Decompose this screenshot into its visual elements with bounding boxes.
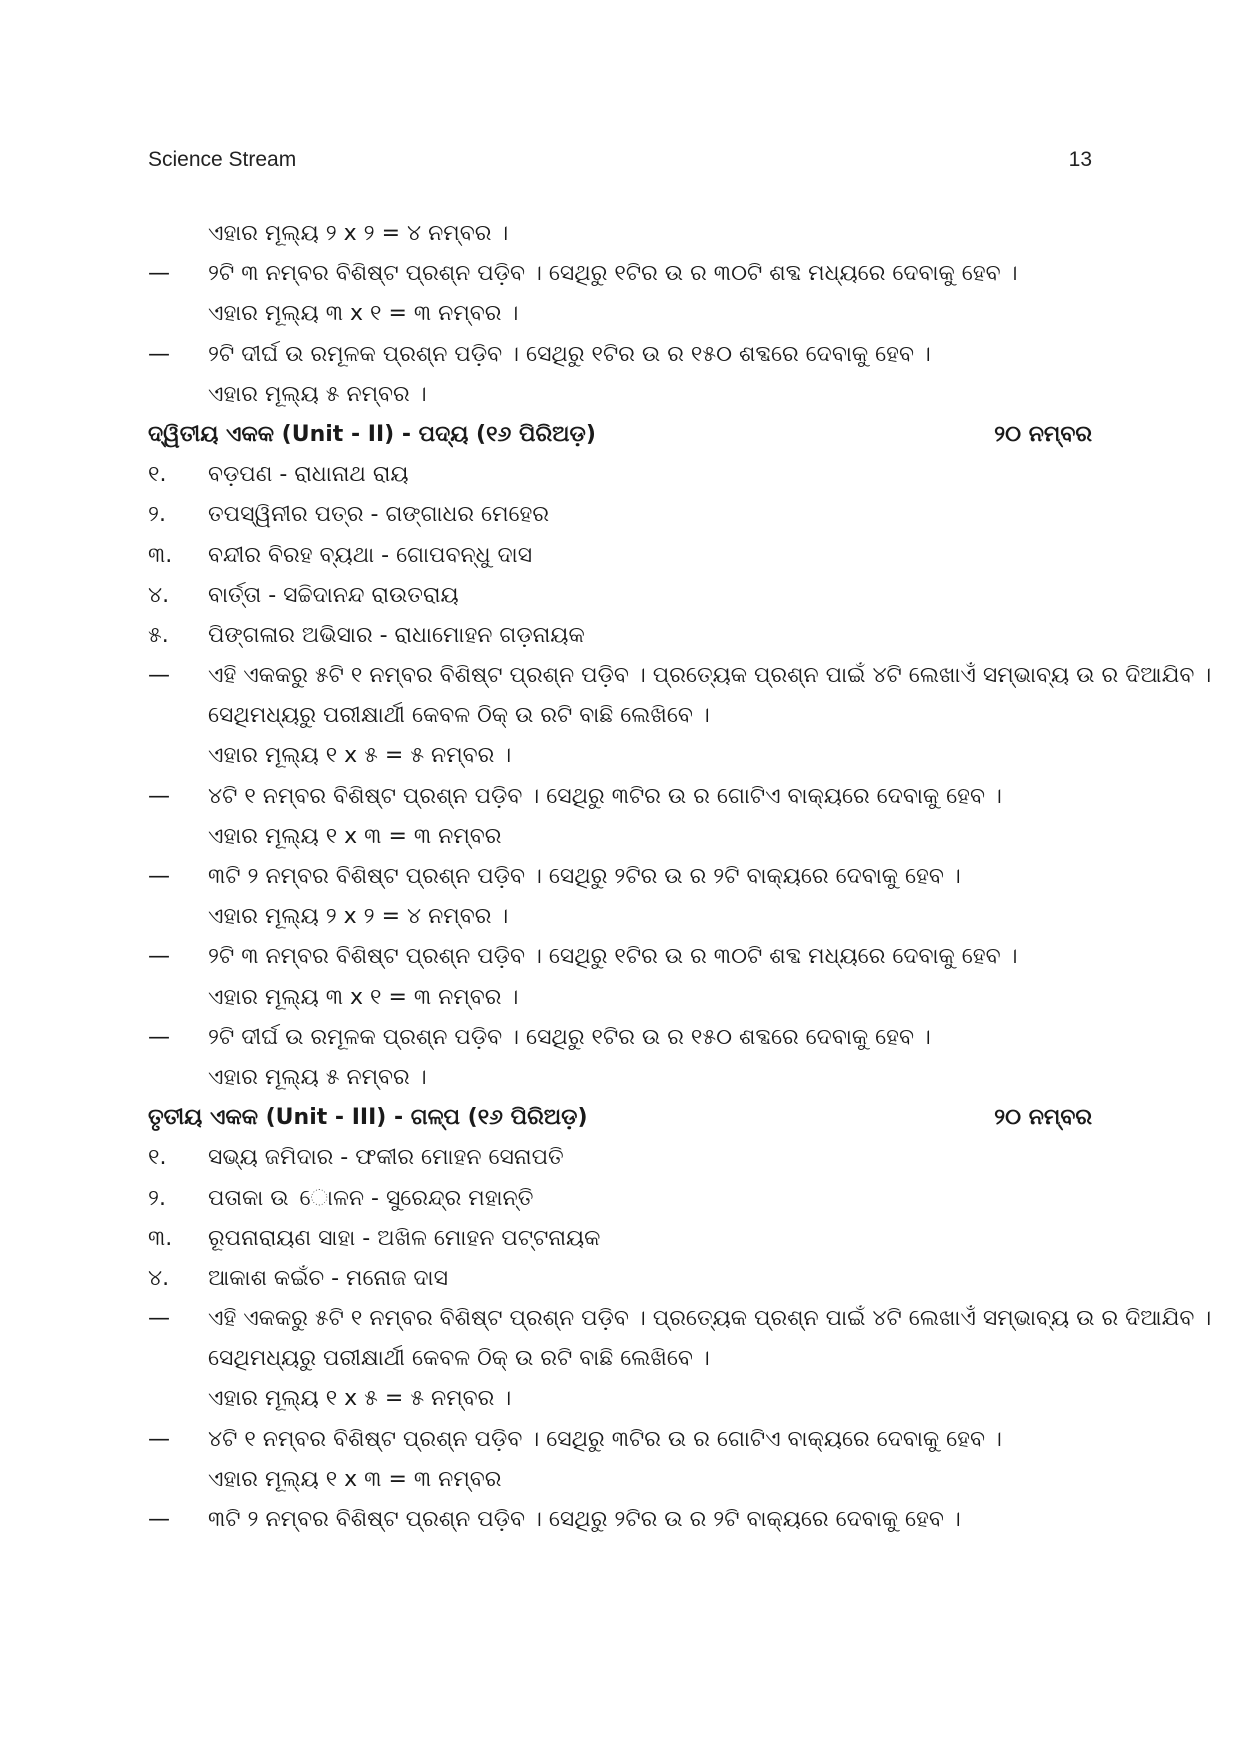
item-text: ଏହାର ମୂଲ୍ୟ ୫ ନମ୍ବର । bbox=[208, 1064, 427, 1090]
bullet-item bbox=[148, 254, 1092, 294]
item-marker: ୪. bbox=[148, 582, 170, 608]
item-text: ସଭ୍ୟ ଜମିଦାର - ଫକୀର ମୋହନ ସେନାପତି bbox=[208, 1145, 564, 1171]
numbered-item bbox=[148, 616, 1092, 656]
item-text: ସେଥିମଧ୍ୟରୁ ପରୀକ୍ଷାର୍ଥୀ କେବଳ ଠିକ୍ ଉ ରଟି ବାଛି ଲେଖିବେ । bbox=[208, 703, 710, 729]
item-text: ୩ଟି ୨ ନମ୍ବର ବିଶିଷ୍ଟ ପ୍ରଶ୍ନ ପଡ଼ିବ । ସେଥିରୁ ୨ଟିର ଉ ର ୨ଟି ବାକ୍ୟରେ ଦେବାକୁ ହେବ । bbox=[208, 864, 961, 889]
numbered-item bbox=[148, 495, 1092, 535]
item-marker: — bbox=[148, 1426, 170, 1452]
bullet-item bbox=[148, 335, 1092, 375]
item-text: ୨ଟି ଦୀର୍ଘ ଉ ରମୂଳକ ପ୍ରଶ୍ନ ପଡ଼ିବ । ସେଥିରୁ ୧ଟିର ଉ ର ୧୫୦ ଶବ୍ଦରେ ଦେବାକୁ ହେବ । bbox=[208, 1024, 931, 1050]
unit-3-items bbox=[148, 1138, 1212, 1540]
continuation-line bbox=[148, 375, 1092, 415]
item-marker: — bbox=[148, 783, 170, 809]
item-marker: — bbox=[148, 261, 170, 287]
numbered-item bbox=[148, 576, 1092, 616]
item-marker: ୫. bbox=[148, 622, 169, 648]
item-marker: — bbox=[148, 944, 170, 970]
continuation-line bbox=[148, 1460, 1092, 1500]
continuation-line bbox=[148, 897, 1092, 937]
item-marker: — bbox=[148, 341, 170, 367]
unit-2-marks: ୨୦ ନମ୍ବର bbox=[994, 421, 1092, 447]
item-marker: ୩. bbox=[148, 1225, 173, 1251]
item-text: ଏହାର ମୂଲ୍ୟ ୧ x ୩ = ୩ ନମ୍ବର bbox=[208, 823, 502, 849]
numbered-item bbox=[148, 1179, 1092, 1219]
numbered-item bbox=[148, 1138, 1092, 1178]
running-title: Science Stream bbox=[148, 148, 297, 171]
bullet-item bbox=[148, 857, 1092, 897]
unit-3-marks: ୨୦ ନମ୍ବର bbox=[994, 1105, 1092, 1131]
numbered-item bbox=[148, 536, 1092, 576]
continuation-line bbox=[148, 214, 1092, 254]
item-text: ବନ୍ଦୀର ବିରହ ବ୍ୟଥା - ଗୋପବନ୍ଧୁ ଦାସ bbox=[208, 542, 533, 568]
numbered-item bbox=[148, 1259, 1092, 1299]
continuation-line bbox=[148, 978, 1092, 1018]
bullet-item bbox=[148, 1299, 1212, 1339]
item-marker: ୧. bbox=[148, 1145, 167, 1171]
item-marker: ୨. bbox=[148, 502, 166, 528]
numbered-item bbox=[148, 455, 1092, 495]
item-text: ଏହାର ମୂଲ୍ୟ ୩ x ୧ = ୩ ନମ୍ବର । bbox=[208, 984, 519, 1010]
item-text: ଏହି ଏକକରୁ ୫ଟି ୧ ନମ୍ବର ବିଶିଷ୍ଟ ପ୍ରଶ୍ନ ପଡ଼ିବ । ପ୍ରତ୍ୟେକ ପ୍ରଶ୍ନ ପାଇଁ ୪ଟି ଲେଖାଏଁ ସମ୍ଭାବ୍ୟ ଉ ର ଦିଆଯିବ । bbox=[208, 663, 1212, 689]
syllabus-content bbox=[148, 214, 1212, 1540]
item-text: ରୂପନାରାୟଣ ସାହା - ଅଖିଳ ମୋହନ ପଟ୍ଟନାୟକ bbox=[208, 1225, 601, 1251]
bullet-item bbox=[148, 777, 1092, 817]
item-text: ପିଙ୍ଗଳାର ଅଭିସାର - ରାଧାମୋହନ ଗଡ଼ନାୟକ bbox=[208, 622, 585, 648]
continuation-line bbox=[148, 294, 1092, 334]
item-marker: — bbox=[148, 864, 170, 889]
continuation-line bbox=[148, 1058, 1092, 1098]
item-text: ୩ଟି ୨ ନମ୍ବର ବିଶିଷ୍ଟ ପ୍ରଶ୍ନ ପଡ଼ିବ । ସେଥିରୁ ୨ଟିର ଉ ର ୨ଟି ବାକ୍ୟରେ ଦେବାକୁ ହେବ । bbox=[208, 1507, 961, 1532]
item-text: ଏହାର ମୂଲ୍ୟ ୨ x ୨ = ୪ ନମ୍ବର । bbox=[208, 904, 509, 930]
item-text: ପତାକା ଉ ୋଳନ - ସୁରେନ୍ଦ୍ର ମହାନ୍ତି bbox=[208, 1185, 534, 1211]
item-marker: — bbox=[148, 1024, 170, 1050]
item-marker: — bbox=[148, 1507, 170, 1532]
continuation-line bbox=[148, 817, 1092, 857]
item-text: ଏହି ଏକକରୁ ୫ଟି ୧ ନମ୍ବର ବିଶିଷ୍ଟ ପ୍ରଶ୍ନ ପଡ଼ିବ । ପ୍ରତ୍ୟେକ ପ୍ରଶ୍ନ ପାଇଁ ୪ଟି ଲେଖାଏଁ ସମ୍ଭାବ୍ୟ ଉ ର ଦିଆଯିବ । bbox=[208, 1306, 1212, 1332]
bullet-item bbox=[148, 937, 1092, 977]
item-text: ଏହାର ମୂଲ୍ୟ ୨ x ୨ = ୪ ନମ୍ବର । bbox=[208, 221, 509, 246]
bullet-item bbox=[148, 1500, 1092, 1540]
page-number: 13 bbox=[1068, 148, 1092, 171]
continuation-line bbox=[148, 1339, 1092, 1379]
item-marker: ୧. bbox=[148, 462, 167, 488]
item-marker: — bbox=[148, 1306, 170, 1332]
item-marker: ୨. bbox=[148, 1185, 166, 1211]
item-text: ୨ଟି ୩ ନମ୍ବର ବିଶିଷ୍ଟ ପ୍ରଶ୍ନ ପଡ଼ିବ । ସେଥିରୁ ୧ଟିର ଉ ର ୩୦ଟି ଶବ୍ଦ ମଧ୍ୟରେ ଦେବାକୁ ହେବ । bbox=[208, 944, 1018, 970]
item-text: ୪ଟି ୧ ନମ୍ବର ବିଶିଷ୍ଟ ପ୍ରଶ୍ନ ପଡ଼ିବ । ସେଥିରୁ ୩ଟିର ଉ ର ଗୋଟିଏ ବାକ୍ୟରେ ଦେବାକୁ ହେବ । bbox=[208, 1426, 1002, 1452]
item-text: ବାର୍ତ୍ତା - ସଚ୍ଚିଦାନନ୍ଦ ରାଉତରାୟ bbox=[208, 582, 459, 608]
item-text: ବଡ଼ପଣ - ରାଧାନାଥ ରାୟ bbox=[208, 462, 409, 488]
item-marker: ୩. bbox=[148, 542, 173, 568]
item-text: ଏହାର ମୂଲ୍ୟ ୫ ନମ୍ବର । bbox=[208, 381, 427, 407]
unit-2-title: ଦ୍ୱିତୀୟ ଏକକ (Unit - II) - ପଦ୍ୟ (୧୬ ପିରିଅଡ଼) bbox=[148, 421, 596, 447]
unit-3-heading bbox=[148, 1098, 1092, 1138]
item-text: ତପସ୍ୱିନୀର ପତ୍ର - ଗଙ୍ଗାଧର ମେହେର bbox=[208, 502, 550, 528]
item-text: ଏହାର ମୂଲ୍ୟ ୧ x ୫ = ୫ ନମ୍ବର । bbox=[208, 1386, 512, 1412]
unit-2-items bbox=[148, 455, 1212, 1098]
unit-2-heading bbox=[148, 415, 1092, 455]
bullet-item bbox=[148, 656, 1212, 696]
numbered-item bbox=[148, 1219, 1092, 1259]
continuation-line bbox=[148, 1379, 1092, 1419]
item-text: ୪ଟି ୧ ନମ୍ବର ବିଶିଷ୍ଟ ପ୍ରଶ୍ନ ପଡ଼ିବ । ସେଥିରୁ ୩ଟିର ଉ ର ଗୋଟିଏ ବାକ୍ୟରେ ଦେବାକୁ ହେବ । bbox=[208, 783, 1002, 809]
item-text: ଆକାଶ କଇଁଚ - ମନୋଜ ଦାସ bbox=[208, 1265, 448, 1291]
unit-1-continuation bbox=[148, 214, 1092, 415]
unit-3-title: ତୃତୀୟ ଏକକ (Unit - III) - ଗଳ୍ପ (୧୬ ପିରିଅଡ଼) bbox=[148, 1105, 588, 1131]
continuation-line bbox=[148, 696, 1092, 736]
item-marker: — bbox=[148, 663, 170, 689]
item-text: ସେଥିମଧ୍ୟରୁ ପରୀକ୍ଷାର୍ଥୀ କେବଳ ଠିକ୍ ଉ ରଟି ବାଛି ଲେଖିବେ । bbox=[208, 1346, 710, 1372]
bullet-item bbox=[148, 1018, 1092, 1058]
item-text: ଏହାର ମୂଲ୍ୟ ୩ x ୧ = ୩ ନମ୍ବର । bbox=[208, 301, 519, 327]
item-text: ଏହାର ମୂଲ୍ୟ ୧ x ୩ = ୩ ନମ୍ବର bbox=[208, 1466, 502, 1492]
item-text: ୨ଟି ୩ ନମ୍ବର ବିଶିଷ୍ଟ ପ୍ରଶ୍ନ ପଡ଼ିବ । ସେଥିରୁ ୧ଟିର ଉ ର ୩୦ଟି ଶବ୍ଦ ମଧ୍ୟରେ ଦେବାକୁ ହେବ । bbox=[208, 261, 1018, 287]
item-text: ଏହାର ମୂଲ୍ୟ ୧ x ୫ = ୫ ନମ୍ବର । bbox=[208, 743, 512, 769]
item-marker: ୪. bbox=[148, 1265, 170, 1291]
page-header bbox=[148, 148, 1092, 172]
item-text: ୨ଟି ଦୀର୍ଘ ଉ ରମୂଳକ ପ୍ରଶ୍ନ ପଡ଼ିବ । ସେଥିରୁ ୧ଟିର ଉ ର ୧୫୦ ଶବ୍ଦରେ ଦେବାକୁ ହେବ । bbox=[208, 341, 931, 367]
bullet-item bbox=[148, 1420, 1092, 1460]
continuation-line bbox=[148, 736, 1092, 776]
